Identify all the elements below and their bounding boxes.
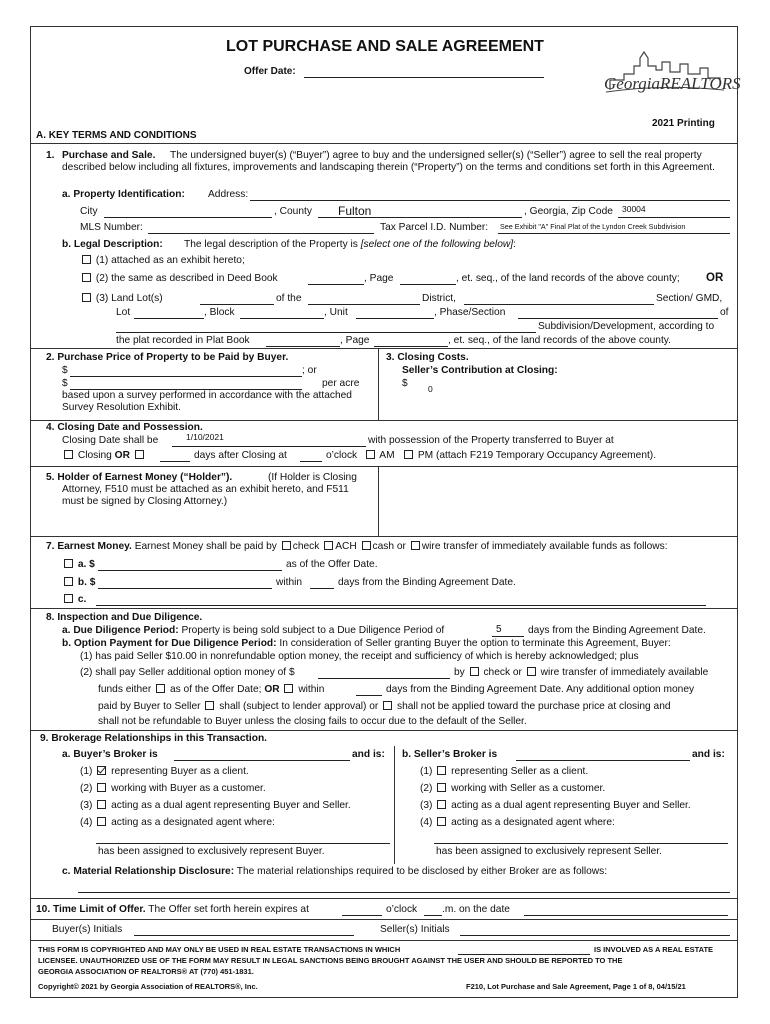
legal-description-text: The legal description of the Property is	[184, 239, 358, 250]
seller-broker-option-4[interactable]	[420, 817, 615, 828]
checkbox[interactable]	[97, 800, 106, 809]
checkbox[interactable]	[64, 594, 73, 603]
check-label: check	[292, 541, 320, 552]
sellers-broker-field[interactable]	[516, 749, 690, 761]
days-after-label: days after Closing at	[194, 450, 287, 461]
section-field[interactable]	[464, 293, 654, 305]
plat-page-field[interactable]	[374, 335, 448, 347]
county-label: , County	[274, 206, 312, 217]
contribution-dollar: $	[402, 378, 408, 389]
state-zip-label: , Georgia, Zip Code	[524, 206, 613, 217]
s10-title: 10. Time Limit of Offer.	[36, 904, 146, 915]
plat-tail: , et. seq., of the land records of the above county.	[448, 335, 671, 346]
s10-oclock: o’clock	[386, 904, 418, 915]
plat-page-label: , Page	[340, 335, 370, 346]
possession-text: with possession of the Property transferred to Buyer at	[368, 435, 614, 446]
footer-line-3: GEORGIA ASSOCIATION OF REALTORS® AT (770) 451-1831.	[38, 967, 254, 976]
logo-text: GeorgiaREALTORS	[604, 74, 741, 93]
option-number: (1)	[420, 766, 433, 777]
lot-field[interactable]	[134, 307, 204, 319]
earnest-b-within: within	[276, 577, 303, 588]
option-text: acting as a designated agent where:	[451, 817, 615, 828]
page-label: , Page	[364, 273, 394, 284]
city-field[interactable]	[104, 206, 272, 218]
address-field[interactable]	[250, 189, 730, 201]
section-a-title: A. KEY TERMS AND CONDITIONS	[36, 130, 197, 141]
option-payment-4	[98, 701, 671, 712]
earnest-b-field[interactable]	[98, 577, 272, 589]
s1-number: 1.	[46, 150, 55, 161]
option-number: (3)	[80, 800, 93, 811]
oclock-label: o’clock	[326, 450, 358, 461]
earnest-b[interactable]	[62, 577, 95, 588]
block-label: , Block	[204, 307, 235, 318]
s10-line	[36, 904, 309, 915]
earnest-a-field[interactable]	[98, 559, 282, 571]
additional-option-money-field[interactable]	[318, 667, 450, 679]
block-field[interactable]	[240, 307, 324, 319]
buyer-initials-label: Buyer(s) Initials	[52, 924, 123, 935]
checkbox[interactable]	[82, 255, 91, 264]
legal-option-1-text: (1) attached as an exhibit hereto;	[95, 255, 245, 266]
due-diligence-line	[62, 625, 444, 636]
checked-checkbox-icon[interactable]	[97, 766, 106, 775]
district-label: District,	[422, 293, 456, 304]
price-or: ; or	[302, 365, 317, 376]
within-label: within	[298, 684, 325, 695]
deed-page-field[interactable]	[400, 273, 456, 285]
due-diligence-days-value[interactable]: 5	[496, 624, 502, 635]
material-relationship-line	[62, 866, 607, 877]
due-diligence-label: a. Due Diligence Period:	[62, 625, 179, 636]
seller-broker-option-3[interactable]	[420, 800, 691, 811]
checkbox[interactable]	[64, 450, 73, 459]
checkbox[interactable]	[97, 817, 106, 826]
buyer-broker-option-4[interactable]	[80, 817, 275, 828]
divider	[394, 746, 395, 864]
county-value[interactable]: Fulton	[338, 204, 372, 218]
divider	[30, 420, 738, 421]
mls-label: MLS Number:	[80, 222, 143, 233]
checkbox[interactable]	[82, 293, 91, 302]
checkbox[interactable]	[205, 701, 214, 710]
wire-label: wire transfer of immediately available funds as follows:	[421, 541, 668, 552]
due-diligence-tail: days from the Binding Agreement Date.	[528, 625, 706, 636]
buyer-assigned-text: has been assigned to exclusively represent Buyer.	[98, 846, 325, 857]
offer-date-label: Offer Date:	[244, 66, 296, 77]
s9-title: 9. Brokerage Relationships in this Transaction.	[40, 733, 268, 744]
option-text: representing Buyer as a client.	[111, 766, 249, 777]
sellers-contribution-label: Seller’s Contribution at Closing:	[402, 365, 558, 376]
buyers-broker-label: a. Buyer’s Broker is	[62, 749, 158, 760]
possession-closing-option[interactable]	[62, 450, 146, 461]
option-payment-label: b. Option Payment for Due Diligence Period:	[62, 638, 277, 649]
due-diligence-text: Property is being sold subject to a Due Diligence Period of	[181, 625, 445, 636]
or-label: OR	[264, 684, 280, 695]
buyers-broker-and-is: and is:	[352, 749, 385, 760]
unit-field[interactable]	[356, 307, 434, 319]
unit-label: , Unit	[324, 307, 348, 318]
checkbox[interactable]	[437, 800, 446, 809]
am-text: AM	[379, 450, 395, 461]
legal-description-instruction: [select one of the following below]	[360, 239, 514, 250]
footer-line-1a: THIS FORM IS COPYRIGHTED AND MAY ONLY BE USED IN REAL ESTATE TRANSACTIONS IN WHICH	[38, 945, 401, 954]
option-payment-method	[454, 667, 708, 678]
oclock-field[interactable]	[300, 450, 322, 462]
s1-text: The undersigned buyer(s) (“Buyer”) agree to buy and the undersigned seller(s) (“Seller”) agree to sell the real property described below including all fixtures, improvements and landscaping therein (“Property”) on the terms and conditions set forth in this Agreement.	[62, 150, 715, 173]
s5-text: (If Holder is Closing Attorney, F510 must be attached as an exhibit hereto, and F511 must be signed by Closing Attorney.)	[62, 472, 357, 507]
earnest-b-days-field[interactable]	[310, 577, 334, 589]
days-after-field[interactable]	[160, 450, 190, 462]
licensee-field[interactable]	[458, 945, 590, 955]
divider	[378, 348, 379, 420]
zip-value[interactable]: 30004	[622, 204, 646, 214]
purchase-price-field[interactable]	[70, 365, 302, 377]
checkbox[interactable]	[366, 450, 375, 459]
divider	[30, 940, 738, 941]
seller-initials-label: Seller(s) Initials	[380, 924, 450, 935]
plat-book-label: the plat recorded in Plat Book	[116, 335, 250, 346]
s2-text: based upon a survey performed in accordance with the attached Survey Resolution Exhibit.	[62, 390, 352, 413]
divider	[30, 919, 738, 920]
seller-initials-field[interactable]	[460, 924, 730, 936]
s1-title: Purchase and Sale.	[62, 150, 156, 161]
lot-label: Lot	[116, 307, 131, 318]
material-relationship-label: c. Material Relationship Disclosure:	[62, 866, 235, 877]
subdivision-field[interactable]	[116, 321, 536, 333]
checkbox[interactable]	[470, 667, 479, 676]
legal-option-3-text: (3) Land Lot(s)	[95, 293, 163, 304]
earnest-c[interactable]	[62, 594, 86, 605]
option-number: (4)	[80, 817, 93, 828]
earnest-b-tail: days from the Binding Agreement Date.	[338, 577, 516, 588]
or-label: OR	[114, 450, 130, 461]
cash-label: cash or	[372, 541, 406, 552]
divider	[378, 466, 379, 536]
divider	[30, 898, 738, 899]
deed-book-field[interactable]	[308, 273, 364, 285]
of-label: of	[720, 307, 729, 318]
or-label: OR	[706, 272, 724, 284]
land-lot-field[interactable]	[200, 293, 274, 305]
divider	[30, 536, 738, 537]
earnest-a-label: a. $	[77, 559, 95, 570]
s7-title: 7. Earnest Money.	[46, 541, 132, 552]
address-label: Address:	[208, 189, 249, 200]
option-payment-line	[62, 638, 671, 649]
footer-line-1b: IS INVOLVED AS A REAL ESTATE	[594, 945, 714, 954]
option-days-field[interactable]	[356, 684, 382, 696]
buyer-broker-option-3[interactable]	[80, 800, 351, 811]
closing-date-label: Closing Date shall be	[62, 435, 159, 446]
printing-year: 2021 Printing	[652, 118, 715, 129]
divider	[30, 143, 738, 144]
closing-text: Closing	[77, 450, 112, 461]
option-text: working with Seller as a customer.	[451, 783, 606, 794]
option-text: acting as a designated agent where:	[111, 817, 275, 828]
divider	[30, 348, 738, 349]
form-id: F210, Lot Purchase and Sale Agreement, Page 1 of 8, 04/15/21	[466, 982, 686, 991]
checkbox[interactable]	[404, 450, 413, 459]
mls-field[interactable]	[148, 222, 374, 234]
district-field[interactable]	[308, 293, 420, 305]
tax-parcel-label: Tax Parcel I.D. Number:	[380, 222, 489, 233]
s5-title: 5. Holder of Earnest Money (“Holder”).	[46, 472, 233, 483]
legal-option-2-tail: , et. seq., of the land records of the above county;	[456, 273, 680, 284]
price-dollar-1: $	[62, 365, 68, 376]
seller-designated-agent-field[interactable]	[434, 832, 728, 844]
legal-description-line	[184, 239, 516, 250]
seller-broker-option-2[interactable]	[420, 783, 605, 794]
paid-by-buyer-label: paid by Buyer to Seller	[98, 701, 201, 712]
property-identification-label: a. Property Identification:	[62, 189, 185, 200]
seller-broker-option-1[interactable]	[420, 766, 588, 777]
pm-option[interactable]	[402, 450, 656, 461]
buyer-broker-option-2[interactable]	[80, 783, 266, 794]
form-title: LOT PURCHASE AND SALE AGREEMENT	[226, 38, 544, 55]
seller-assigned-text: has been assigned to exclusively represent Seller.	[436, 846, 662, 857]
holder-field[interactable]	[382, 470, 732, 532]
legal-option-1[interactable]	[80, 255, 245, 266]
contribution-value[interactable]: 0	[428, 384, 433, 394]
check-or-label: check or	[483, 667, 522, 678]
checkbox[interactable]	[82, 273, 91, 282]
wire-label: wire transfer of immediately available	[540, 667, 709, 678]
shall-not-label: shall not be applied toward the purchase price at closing and	[397, 701, 671, 712]
am-pm-field[interactable]	[424, 904, 442, 916]
shall-label: shall (subject to lender approval) or	[219, 701, 379, 712]
divider	[30, 608, 738, 609]
earnest-a-tail: as of the Offer Date.	[286, 559, 378, 570]
divider	[30, 730, 738, 731]
option-text: acting as a dual agent representing Buyer and Seller.	[111, 800, 351, 811]
option-number: (2)	[420, 783, 433, 794]
earnest-c-field[interactable]	[96, 594, 706, 606]
option-payment-1: (1) has paid Seller $10.00 in nonrefundable option money, the receipt and sufficiency of which is hereby acknowledged; plus	[80, 651, 639, 662]
legal-option-2[interactable]	[80, 273, 278, 284]
option-text: acting as a dual agent representing Buyer and Seller.	[451, 800, 691, 811]
s3-title: 3. Closing Costs.	[386, 352, 469, 363]
legal-description-label: b. Legal Description:	[62, 239, 163, 250]
copyright: Copyright© 2021 by Georgia Association of REALTORS®, Inc.	[38, 982, 258, 991]
offer-date-field[interactable]	[304, 66, 544, 78]
city-label: City	[80, 206, 98, 217]
plat-book-field[interactable]	[266, 335, 340, 347]
sellers-broker-label: b. Seller’s Broker is	[402, 749, 498, 760]
checkbox[interactable]	[97, 783, 106, 792]
earnest-c-label: c.	[77, 594, 87, 605]
option-payment-5: shall not be refundable to Buyer unless the closing fails to occur due to the default of the Seller.	[98, 716, 527, 727]
material-relationship-field[interactable]	[78, 881, 730, 893]
option-text: representing Seller as a client.	[451, 766, 589, 777]
checkbox[interactable]	[156, 684, 165, 693]
checkbox[interactable]	[362, 541, 371, 550]
buyers-broker-field[interactable]	[174, 749, 350, 761]
sellers-broker-and-is: and is:	[692, 749, 725, 760]
checkbox[interactable]	[324, 541, 333, 550]
price-per-acre-field[interactable]	[70, 378, 302, 390]
option-number: (2)	[80, 783, 93, 794]
offer-date-option: as of the Offer Date;	[169, 684, 262, 695]
checkbox[interactable]	[64, 559, 73, 568]
s10-m: .m. on the date	[442, 904, 510, 915]
phase-field[interactable]	[518, 307, 718, 319]
earnest-b-label: b. $	[77, 577, 96, 588]
section-gmd-label: Section/ GMD,	[656, 293, 723, 304]
checkbox[interactable]	[437, 766, 446, 775]
earnest-a[interactable]	[62, 559, 95, 570]
option-payment-2: (2) shall pay Seller additional option money of $	[80, 667, 295, 678]
phase-label: , Phase/Section	[434, 307, 506, 318]
option-number: (1)	[80, 766, 93, 777]
legal-description-colon: :	[513, 239, 516, 250]
s10-text: The Offer set forth herein expires at	[148, 904, 309, 915]
material-relationship-text: The material relationships required to be disclosed by either Broker are as follows:	[236, 866, 608, 877]
checkbox[interactable]	[282, 541, 291, 550]
divider	[30, 466, 738, 467]
checkbox[interactable]	[437, 783, 446, 792]
checkbox[interactable]	[284, 684, 293, 693]
checkbox[interactable]	[411, 541, 420, 550]
buyer-designated-agent-field[interactable]	[96, 832, 390, 844]
checkbox[interactable]	[383, 701, 392, 710]
subdivision-label: Subdivision/Development, according to	[538, 321, 715, 332]
tax-parcel-value[interactable]: See Exhibit "A" Final Plat of the Lyndon Creek Subdivision	[500, 222, 686, 231]
option-number: (3)	[420, 800, 433, 811]
price-dollar-2: $	[62, 378, 68, 389]
s8-title: 8. Inspection and Due Diligence.	[46, 612, 203, 623]
option-payment-text: In consideration of Seller granting Buyer the option to terminate this Agreement, Buyer:	[279, 638, 671, 649]
ach-label: ACH	[335, 541, 357, 552]
legal-option-2-text: (2) the same as described in Deed Book	[95, 273, 278, 284]
by-label: by	[454, 667, 465, 678]
buyer-initials-field[interactable]	[134, 924, 354, 936]
expiration-date-field[interactable]	[524, 904, 728, 916]
funds-either-label: funds either	[98, 684, 152, 695]
option-text: working with Buyer as a customer.	[111, 783, 266, 794]
s7-text: Earnest Money shall be paid by	[134, 541, 277, 552]
s4-title: 4. Closing Date and Possession.	[46, 422, 203, 433]
checkbox[interactable]	[527, 667, 536, 676]
option-payment-3-tail: days from the Binding Agreement Date. Any additional option money	[386, 684, 695, 695]
buyer-broker-option-1[interactable]	[80, 766, 249, 777]
legal-option-3[interactable]	[80, 293, 163, 304]
pm-text: PM (attach F219 Temporary Occupancy Agreement).	[417, 450, 657, 461]
option-number: (4)	[420, 817, 433, 828]
am-option[interactable]	[364, 450, 395, 461]
option-payment-3	[98, 684, 324, 695]
s2-title: 2. Purchase Price of Property to be Paid by Buyer.	[46, 352, 289, 363]
s7-line	[46, 541, 668, 552]
footer-line-2: LICENSEE. UNAUTHORIZED USE OF THE FORM MAY RESULT IN LEGAL SANCTIONS BEING BROUGHT AGAINST THE USER AND SHOULD BE REPORTED TO THE	[38, 956, 623, 965]
checkbox[interactable]	[437, 817, 446, 826]
checkbox[interactable]	[64, 577, 73, 586]
per-acre-label: per acre	[322, 378, 360, 389]
of-the-label: of the	[276, 293, 302, 304]
checkbox[interactable]	[135, 450, 144, 459]
closing-date-value[interactable]: 1/10/2021	[186, 432, 224, 442]
expiration-time-field[interactable]	[342, 904, 382, 916]
